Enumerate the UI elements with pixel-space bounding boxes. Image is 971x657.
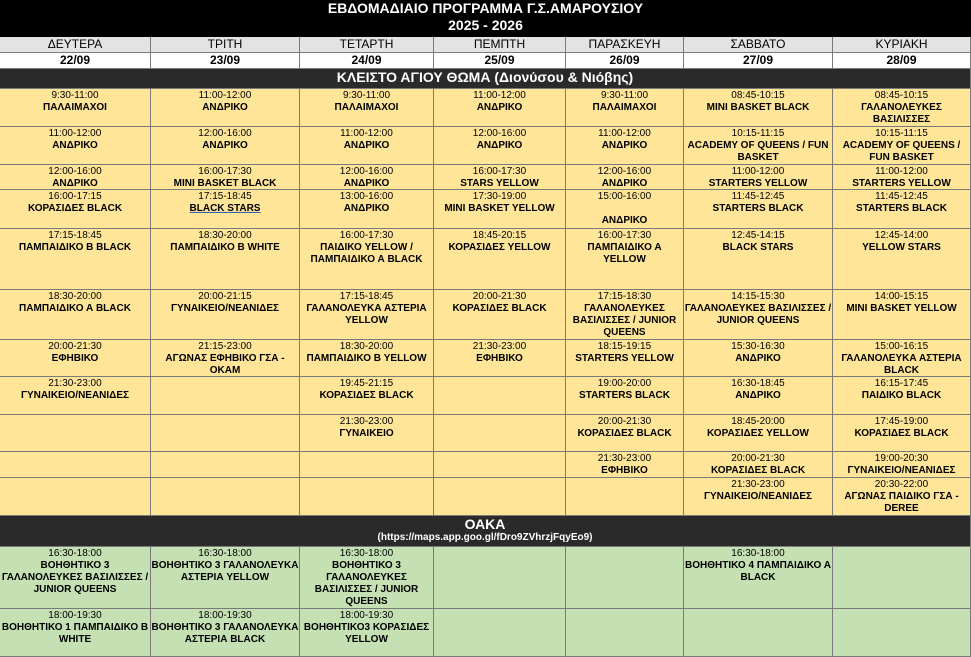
schedule-cell — [151, 190, 300, 229]
schedule-cell — [0, 229, 151, 290]
slot-team: ΒΟΗΘΗΤΙΚΟ 3 ΓΑΛΑΝΟΛΕΥΚΕΣ ΒΑΣΙΛΙΣΣΕΣ / JUNIOR QUEENS — [1, 560, 149, 595]
slot-time: 11:00-12:00 — [48, 128, 102, 139]
schedule-cell — [434, 229, 566, 290]
schedule-cell — [833, 377, 971, 415]
schedule-cell — [0, 478, 151, 516]
day-date: 28/09 — [833, 53, 971, 69]
schedule-cell — [300, 547, 434, 609]
schedule-cell — [434, 340, 566, 377]
day-date: 26/09 — [566, 53, 684, 69]
slot-team: STARTERS YELLOW — [575, 353, 674, 364]
schedule-cell — [151, 452, 300, 478]
schedule-cell — [434, 190, 566, 229]
schedule-cell — [566, 229, 684, 290]
schedule-cell — [300, 229, 434, 290]
slot-time: 17:15-18:45 — [339, 291, 394, 302]
schedule-cell — [434, 609, 566, 657]
slot-time: 16:30-18:00 — [339, 548, 394, 559]
day-date: 24/09 — [300, 53, 434, 69]
schedule-cell — [151, 478, 300, 516]
slot-time: 08:45-10:15 — [874, 90, 929, 101]
slot-team: ΑΝΔΡΙΚΟ — [601, 178, 648, 189]
slot-time: 17:15-18:45 — [198, 191, 252, 202]
schedule-cell — [833, 190, 971, 229]
schedule-cell — [833, 89, 971, 127]
schedule-cell — [566, 415, 684, 452]
slot-time: 16:00-17:30 — [198, 166, 252, 177]
schedule-cell — [434, 377, 566, 415]
slot-time: 9:30-11:00 — [51, 90, 99, 101]
slot-team: ΑΝΔΡΙΚΟ — [202, 102, 248, 113]
slot-team: ΑΝΔΡΙΚΟ — [476, 140, 523, 151]
sheet-title — [0, 0, 971, 37]
schedule-cell — [684, 415, 833, 452]
schedule-cell — [151, 127, 300, 165]
slot-team: ΑΝΔΡΙΚΟ — [52, 140, 98, 151]
schedule-cell — [684, 229, 833, 290]
slot-time: 21:30-23:00 — [339, 416, 394, 427]
slot-team: ΑΝΔΡΙΚΟ — [601, 215, 648, 226]
slot-team: ΕΦΗΒΙΚΟ — [51, 353, 99, 364]
slot-time: 17:45-19:00 — [874, 416, 929, 427]
slot-time: 12:00-16:00 — [339, 166, 394, 177]
slot-time: 11:00-12:00 — [198, 90, 252, 101]
schedule-cell — [300, 89, 434, 127]
slot-time: 20:00-21:30 — [597, 416, 652, 427]
slot-team: ΚΟΡΑΣΙΔΕΣ YELLOW — [448, 242, 551, 253]
schedule-cell — [833, 340, 971, 377]
slot-time: 9:30-11:00 — [600, 90, 649, 101]
slot-team: ΠΑΜΠΑΙΔΙΚΟ Β BLACK — [18, 242, 132, 253]
schedule-cell — [0, 89, 151, 127]
slot-team: BLACK STARS — [189, 203, 261, 214]
slot-time: 17:15-18:45 — [48, 230, 102, 241]
slot-time: 19:00-20:30 — [874, 453, 929, 464]
slot-time: 21:30-23:00 — [472, 341, 527, 352]
slot-team: ΑΝΔΡΙΚΟ — [202, 140, 248, 151]
slot-time: 12:45-14:15 — [731, 230, 785, 241]
slot-time: 08:45-10:15 — [731, 90, 785, 101]
slot-team: ΚΟΡΑΣΙΔΕΣ BLACK — [319, 390, 414, 401]
schedule-cell — [151, 340, 300, 377]
slot-time: 15:00-16:15 — [874, 341, 929, 352]
schedule-cell — [434, 165, 566, 190]
slot-time: 20:00-21:30 — [48, 341, 102, 352]
schedule-cell — [434, 547, 566, 609]
slot-time: 18:30-20:00 — [48, 291, 102, 302]
slot-team: ΓΑΛΑΝΟΛΕΥΚΕΣ ΒΑΣΙΛΙΣΣΕΣ / JUNIOR QUEENS — [684, 303, 832, 326]
slot-team: ΑΝΔΡΙΚΟ — [343, 203, 390, 214]
slot-team: MINI BASKET YELLOW — [846, 303, 957, 314]
schedule-cell — [151, 89, 300, 127]
slot-time: 11:00-12:00 — [598, 128, 651, 139]
slot-team: ΚΟΡΑΣΙΔΕΣ BLACK — [27, 203, 123, 214]
slot-team: ΚΟΡΑΣΙΔΕΣ YELLOW — [707, 428, 809, 439]
slot-time: 18:00-19:30 — [339, 610, 394, 621]
schedule-cell — [434, 127, 566, 165]
venue-header — [0, 516, 971, 547]
schedule-cell — [0, 290, 151, 340]
slot-team: ΒΟΗΘΗΤΙΚΟ 3 ΓΑΛΑΝΟΛΕΥΚΕΣ ΒΑΣΙΛΙΣΣΕΣ / JUNIOR QUEENS — [314, 560, 419, 607]
slot-time: 11:00-12:00 — [875, 166, 928, 177]
slot-team: ΠΑΛΑΙΜΑΧΟΙ — [43, 102, 107, 113]
schedule-cell — [566, 547, 684, 609]
slot-time: 16:00-17:30 — [339, 230, 394, 241]
slot-time: 12:00-16:00 — [597, 166, 652, 177]
slot-team: ΑΓΩΝΑΣ ΠΑΙΔΙΚΟ ΓΣΑ - DEREE — [844, 491, 959, 514]
slot-time: 21:15-23:00 — [198, 341, 252, 352]
slot-time: 18:30-20:00 — [198, 230, 252, 241]
slot-team: BLACK STARS — [722, 242, 794, 253]
schedule-cell — [833, 290, 971, 340]
schedule-cell — [684, 547, 833, 609]
schedule-cell — [300, 127, 434, 165]
slot-time: 14:15-15:30 — [731, 291, 785, 302]
slot-team: ΓΑΛΑΝΟΛΕΥΚΑ ΑΣΤΕΡΙΑ BLACK — [841, 353, 962, 376]
slot-team: ΑΝΔΡΙΚΟ — [735, 353, 781, 364]
schedule-cell — [151, 609, 300, 657]
slot-team: STARTERS BLACK — [579, 390, 670, 401]
slot-time: 11:00-12:00 — [473, 90, 526, 101]
schedule-cell — [0, 452, 151, 478]
slot-time: 16:15-17:45 — [874, 378, 929, 389]
day-header: ΤΕΤΑΡΤΗ — [300, 37, 434, 53]
schedule-cell — [833, 478, 971, 516]
slot-time: 21:30-23:00 — [48, 378, 102, 389]
schedule-cell — [0, 547, 151, 609]
slot-time: 20:30-22:00 — [874, 479, 929, 490]
slot-time: 12:00-16:00 — [472, 128, 527, 139]
day-header: ΠΕΜΠΤΗ — [434, 37, 566, 53]
slot-time: 18:00-19:30 — [198, 610, 252, 621]
schedule-cell — [300, 609, 434, 657]
day-header: ΠΑΡΑΣΚΕΥΗ — [566, 37, 684, 53]
schedule-cell — [566, 377, 684, 415]
slot-team: ΑΝΔΡΙΚΟ — [601, 140, 648, 151]
day-date: 27/09 — [684, 53, 833, 69]
slot-time: 17:30-19:00 — [472, 191, 527, 202]
slot-team: ΒΟΗΘΗΤΙΚΟ 3 ΓΑΛΑΝΟΛΕΥΚΑ ΑΣΤΕΡΙΑ YELLOW — [151, 560, 299, 583]
slot-time: 17:15-18:30 — [597, 291, 652, 302]
slot-team: MINI BASKET BLACK — [173, 178, 277, 189]
slot-team: ΠΑΙΔΙΚΟ BLACK — [861, 390, 942, 401]
slot-time: 15:30-16:30 — [731, 341, 785, 352]
schedule-cell — [833, 547, 971, 609]
schedule-cell — [684, 89, 833, 127]
schedule-cell — [684, 340, 833, 377]
slot-team: ΒΟΗΘΗΤΙΚΟ 1 ΠΑΜΠΑΙΔΙΚΟ Β WHITE — [1, 622, 149, 645]
schedule-cell — [684, 609, 833, 657]
schedule-cell — [151, 547, 300, 609]
slot-team: ACADEMY OF QUEENS / FUN BASKET — [842, 140, 961, 163]
schedule-cell — [300, 165, 434, 190]
slot-team: ΚΟΡΑΣΙΔΕΣ BLACK — [577, 428, 672, 439]
slot-team: ΒΟΗΘΗΤΙΚΟ3 ΚΟΡΑΣΙΔΕΣ YELLOW — [303, 622, 430, 645]
slot-time: 14:00-15:15 — [874, 291, 929, 302]
slot-team: ΑΝΔΡΙΚΟ — [343, 140, 390, 151]
schedule-cell — [300, 415, 434, 452]
schedule-cell — [566, 452, 684, 478]
schedule-cell — [566, 127, 684, 165]
slot-time: 12:00-16:00 — [48, 166, 102, 177]
venue-name: ΚΛΕΙΣΤΟ ΑΓΙΟΥ ΘΩΜΑ (Διονύσου & Νιόβης) — [336, 69, 634, 85]
slot-time: 18:45-20:00 — [731, 416, 785, 427]
slot-team: ΠΑΙΔΙΚΟ YELLOW / ΠΑΜΠΑΙΔΙΚΟ Α BLACK — [310, 242, 423, 265]
schedule-cell — [0, 340, 151, 377]
slot-team: MINI BASKET BLACK — [706, 102, 810, 113]
day-date: 22/09 — [0, 53, 151, 69]
schedule-cell — [434, 290, 566, 340]
slot-team: YELLOW STARS — [862, 242, 941, 253]
day-header: ΔΕΥΤΕΡΑ — [0, 37, 151, 53]
schedule-cell — [434, 89, 566, 127]
slot-time: 10:15-11:15 — [875, 128, 928, 139]
schedule-cell — [300, 290, 434, 340]
slot-team: ΑΓΩΝΑΣ ΕΦΗΒΙΚΟ ΓΣΑ - ΟΚΑΜ — [165, 353, 285, 376]
schedule-cell — [300, 340, 434, 377]
schedule-cell — [684, 452, 833, 478]
schedule-cell — [0, 415, 151, 452]
slot-team: ΕΦΗΒΙΚΟ — [601, 465, 648, 476]
slot-team: ΓΑΛΑΝΟΛΕΥΚΕΣ ΒΑΣΙΛΙΣΣΕΣ — [861, 102, 942, 125]
schedule-cell — [566, 165, 684, 190]
schedule-cell — [684, 290, 833, 340]
schedule-cell — [566, 89, 684, 127]
slot-time: 20:00-21:30 — [731, 453, 785, 464]
slot-time: 21:30-23:00 — [731, 479, 785, 490]
venue-name: ΟΑΚΑ — [464, 516, 506, 532]
title-line-2: 2025 - 2026 — [448, 17, 523, 33]
slot-team: ΠΑΛΑΙΜΑΧΟΙ — [592, 102, 657, 113]
slot-team: ΓΥΝΑΙΚΕΙΟ/ΝΕΑΝΙΔΕΣ — [20, 390, 130, 401]
slot-team: ΓΑΛΑΝΟΛΕΥΚΕΣ ΒΑΣΙΛΙΣΣΕΣ / JUNIOR QUEENS — [572, 303, 677, 338]
slot-team: ΓΥΝΑΙΚΕΙΟ/ΝΕΑΝΙΔΕΣ — [170, 303, 280, 314]
slot-team: STARTERS BLACK — [856, 203, 947, 214]
slot-team: MINI BASKET YELLOW — [444, 203, 555, 214]
schedule-cell — [684, 127, 833, 165]
slot-team: ΓΥΝΑΙΚΕΙΟ/ΝΕΑΝΙΔΕΣ — [703, 491, 813, 502]
slot-team: ΒΟΗΘΗΤΙΚΟ 4 ΠΑΜΠΑΙΔΙΚΟ Α BLACK — [685, 560, 831, 583]
slot-time: 20:00-21:15 — [198, 291, 252, 302]
slot-time: 12:45-14:00 — [874, 230, 929, 241]
slot-time: 15:00-16:00 — [597, 191, 652, 202]
slot-team: ΑΝΔΡΙΚΟ — [735, 390, 781, 401]
slot-time: 18:00-19:30 — [48, 610, 102, 621]
day-header: ΤΡΙΤΗ — [151, 37, 300, 53]
schedule-cell — [833, 415, 971, 452]
schedule-cell — [566, 478, 684, 516]
schedule-cell — [833, 452, 971, 478]
venue-map-link[interactable]: (https://maps.app.goo.gl/fDro9ZVhrzjFqyEo9) — [377, 532, 593, 543]
slot-team: ΕΦΗΒΙΚΟ — [476, 353, 523, 364]
slot-team: ΠΑΜΠΑΙΔΙΚΟ Β YELLOW — [306, 353, 427, 364]
schedule-cell — [684, 377, 833, 415]
slot-time: 20:00-21:30 — [472, 291, 527, 302]
schedule-cell — [434, 478, 566, 516]
slot-time: 16:30-18:45 — [731, 378, 785, 389]
schedule-cell — [566, 340, 684, 377]
slot-team: ΠΑΜΠΑΙΔΙΚΟ Β WHITE — [170, 242, 280, 253]
venue-header — [0, 69, 971, 89]
day-date: 25/09 — [434, 53, 566, 69]
schedule-cell — [833, 127, 971, 165]
schedule-cell — [684, 190, 833, 229]
schedule-cell — [434, 415, 566, 452]
slot-team: ΠΑΜΠΑΙΔΙΚΟ Α YELLOW — [587, 242, 662, 265]
schedule-cell — [0, 377, 151, 415]
slot-time: 10:15-11:15 — [731, 128, 785, 139]
schedule-cell — [151, 377, 300, 415]
schedule-cell — [0, 190, 151, 229]
schedule-cell — [151, 165, 300, 190]
schedule-cell — [300, 478, 434, 516]
schedule-cell — [566, 190, 684, 229]
slot-time: 11:00-12:00 — [340, 128, 393, 139]
slot-time: 12:00-16:00 — [198, 128, 252, 139]
slot-team: ΑΝΔΡΙΚΟ — [343, 178, 390, 189]
slot-time: 11:45-12:45 — [875, 191, 928, 202]
slot-team: STARTERS YELLOW — [708, 178, 808, 189]
schedule-cell — [0, 165, 151, 190]
slot-time: 18:15-19:15 — [597, 341, 652, 352]
schedule-cell — [833, 229, 971, 290]
slot-team: STARTERS BLACK — [712, 203, 804, 214]
schedule-cell — [300, 377, 434, 415]
slot-time: 16:30-18:00 — [48, 548, 102, 559]
slot-time: 21:30-23:00 — [597, 453, 652, 464]
slot-time: 18:45-20:15 — [472, 230, 527, 241]
day-header: ΣΑΒΒΑΤΟ — [684, 37, 833, 53]
schedule-cell — [833, 165, 971, 190]
schedule-cell — [300, 190, 434, 229]
schedule-cell — [151, 229, 300, 290]
slot-time: 16:00-17:15 — [48, 191, 102, 202]
schedule-cell — [566, 609, 684, 657]
slot-team: ΓΑΛΑΝΟΛΕΥΚΑ ΑΣΤΕΡΙΑ YELLOW — [306, 303, 427, 326]
slot-team: ΠΑΜΠΑΙΔΙΚΟ Α BLACK — [19, 303, 131, 314]
slot-time: 19:45-21:15 — [339, 378, 394, 389]
slot-time: 16:30-18:00 — [731, 548, 785, 559]
schedule-cell — [566, 290, 684, 340]
slot-time: 19:00-20:00 — [597, 378, 652, 389]
slot-team: STARS YELLOW — [460, 178, 539, 189]
slot-team: ΑΝΔΡΙΚΟ — [476, 102, 523, 113]
slot-time: 11:45-12:45 — [731, 191, 785, 202]
title-line-1: ΕΒΔΟΜΑΔΙΑΙΟ ΠΡΟΓΡΑΜΜΑ Γ.Σ.ΑΜΑΡΟΥΣΙΟΥ — [327, 0, 644, 16]
schedule-cell — [684, 478, 833, 516]
schedule-cell — [300, 452, 434, 478]
slot-time: 16:00-17:30 — [597, 230, 652, 241]
schedule-cell — [151, 415, 300, 452]
slot-team: ΚΟΡΑΣΙΔΕΣ BLACK — [452, 303, 547, 314]
slot-team: ΚΟΡΑΣΙΔΕΣ BLACK — [854, 428, 949, 439]
slot-team: ΑΝΔΡΙΚΟ — [52, 178, 98, 189]
schedule-cell — [833, 609, 971, 657]
slot-team: ΓΥΝΑΙΚΕΙΟ/ΝΕΑΝΙΔΕΣ — [847, 465, 956, 476]
schedule-cell — [0, 127, 151, 165]
slot-time: 16:30-18:00 — [198, 548, 252, 559]
day-date: 23/09 — [151, 53, 300, 69]
slot-team: ΠΑΛΑΙΜΑΧΟΙ — [334, 102, 399, 113]
day-header: ΚΥΡΙΑΚΗ — [833, 37, 971, 53]
slot-time: 13:00-16:00 — [339, 191, 394, 202]
slot-time: 18:30-20:00 — [339, 341, 394, 352]
slot-time: 9:30-11:00 — [342, 90, 391, 101]
slot-time: 16:00-17:30 — [472, 166, 527, 177]
schedule-cell — [151, 290, 300, 340]
slot-team: ΓΥΝΑΙΚΕΙΟ — [339, 428, 394, 439]
slot-team: STARTERS YELLOW — [852, 178, 951, 189]
schedule-cell — [684, 165, 833, 190]
schedule-cell — [0, 609, 151, 657]
slot-time: 11:00-12:00 — [731, 166, 785, 177]
slot-team: ΒΟΗΘΗΤΙΚΟ 3 ΓΑΛΑΝΟΛΕΥΚΑ ΑΣΤΕΡΙΑ BLACK — [151, 622, 299, 645]
slot-team: ACADEMY OF QUEENS / FUN BASKET — [687, 140, 829, 163]
slot-team: ΚΟΡΑΣΙΔΕΣ BLACK — [710, 465, 806, 476]
schedule-cell — [434, 452, 566, 478]
